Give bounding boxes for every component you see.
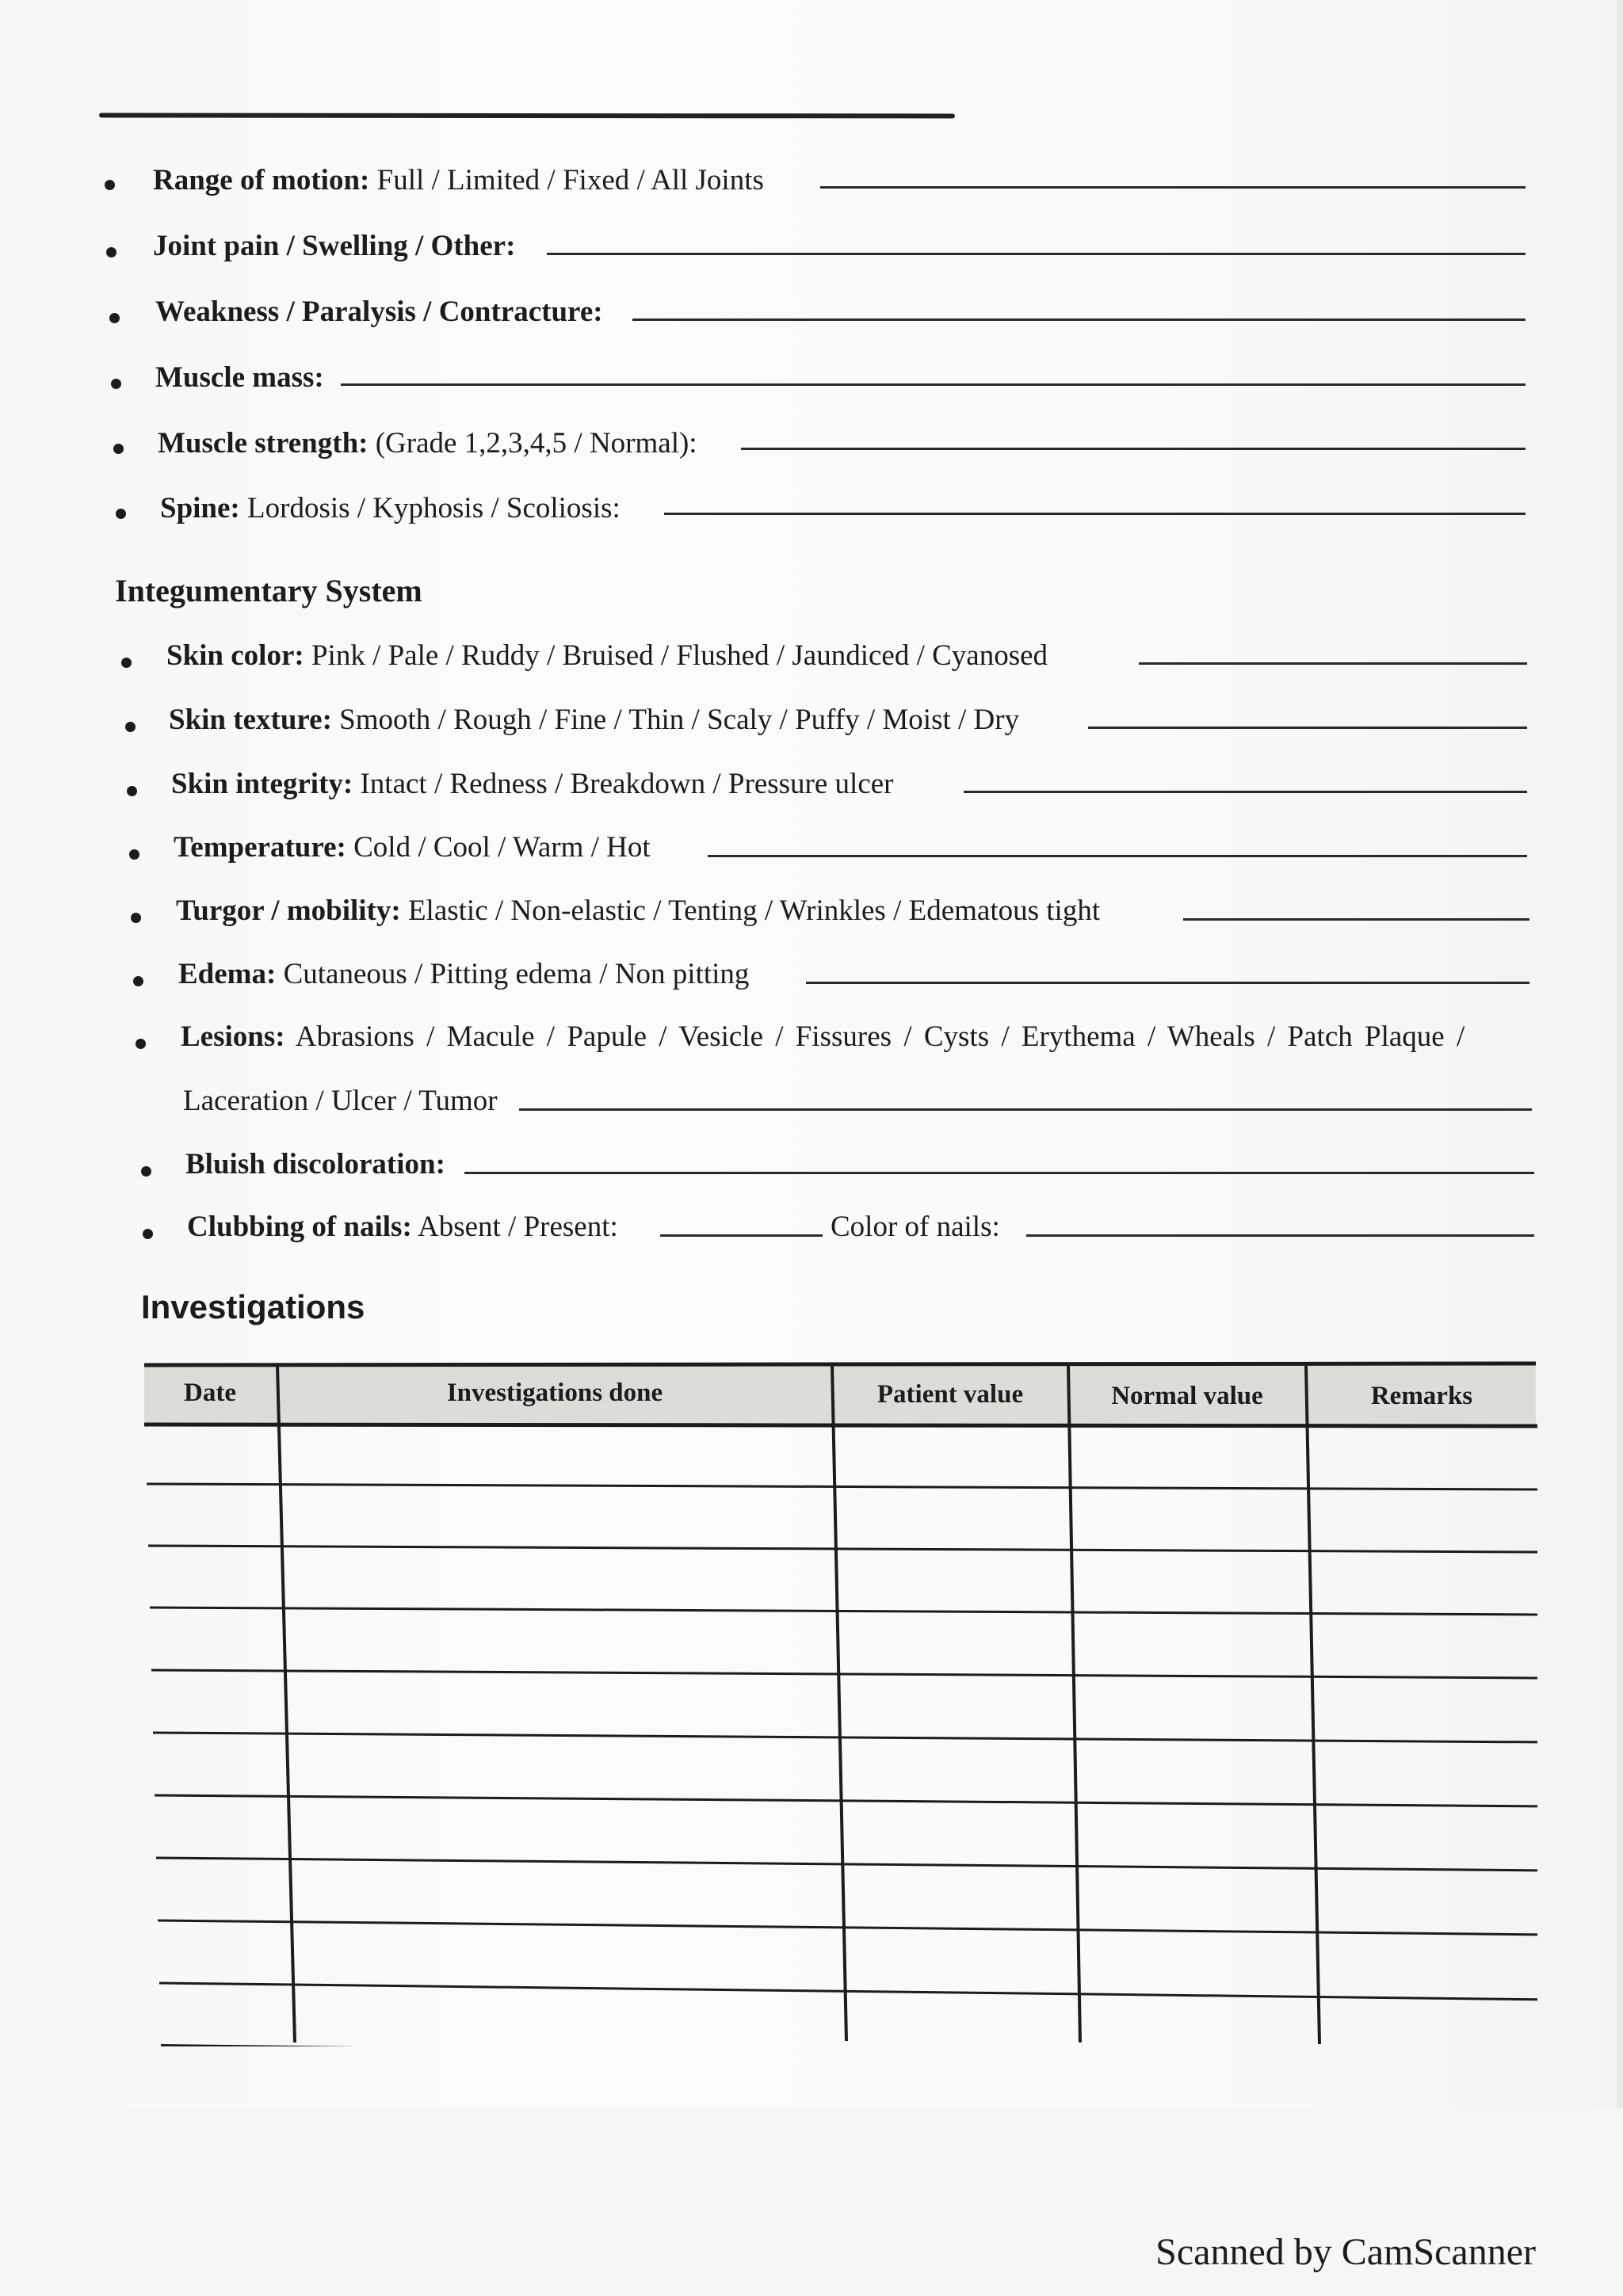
list-item <box>0 356 1623 403</box>
table-row <box>148 1546 1537 1552</box>
field-label: Skin integrity: Intact / Redness / Breakdown / Pressure ulcer <box>171 768 894 800</box>
section-heading-investigations: Investigations <box>141 1288 365 1325</box>
fill-line[interactable] <box>806 982 1529 984</box>
fill-line[interactable] <box>660 1234 823 1237</box>
bullet <box>106 247 116 257</box>
field-label: Edema: Cutaneous / Pitting edema / Non pitting <box>178 958 750 990</box>
bullet <box>143 1229 153 1239</box>
scanner-watermark: Scanned by CamScanner <box>1155 2231 1536 2273</box>
table-top-border <box>144 1363 1536 1365</box>
fill-line[interactable] <box>464 1172 1534 1174</box>
column-divider <box>1306 1365 1319 2044</box>
table-row <box>158 1920 1537 1935</box>
fill-line[interactable] <box>341 383 1526 386</box>
table-column-dividers <box>277 1365 1319 2044</box>
field-label: Lesions: Abrasions / Macule / Papule / Vesicle / Fissures / Cysts / Erythema / Wheals / Patch Plaque / <box>181 1020 1465 1053</box>
bullet <box>141 1166 151 1177</box>
column-header-patient-value: Patient value <box>876 1380 1024 1409</box>
bullet <box>109 313 120 323</box>
column-header-date: Date <box>184 1379 236 1407</box>
table-header-border <box>144 1425 1537 1426</box>
fill-line[interactable] <box>664 513 1526 515</box>
bullet <box>111 379 121 389</box>
field-label: Weakness / Paralysis / Contracture: <box>155 296 603 328</box>
table-row <box>159 1983 1537 2000</box>
list-item <box>0 891 1623 938</box>
investigations-table <box>143 1361 1537 2046</box>
field-label: Skin color: Pink / Pale / Ruddy / Bruised / Flushed / Jaundiced / Cyanosed <box>166 639 1048 672</box>
fill-line[interactable] <box>1139 662 1527 665</box>
column-header-normal-value: Normal value <box>1111 1382 1263 1410</box>
list-item <box>0 827 1623 875</box>
list-item <box>0 700 1623 747</box>
fill-line[interactable] <box>632 318 1526 321</box>
list-item <box>0 1144 1623 1192</box>
column-header-investigations-done: Investigations done <box>446 1379 663 1407</box>
table-row <box>156 1858 1537 1871</box>
bullet <box>131 913 141 923</box>
field-label: Muscle strength: (Grade 1,2,3,4,5 / Normal): <box>158 427 697 460</box>
list-item <box>0 290 1623 338</box>
table-row <box>147 1484 1537 1489</box>
table-row <box>155 1795 1537 1806</box>
fill-line[interactable] <box>547 253 1526 255</box>
table-grid <box>143 1361 1537 2046</box>
fill-line[interactable] <box>519 1108 1532 1111</box>
list-item <box>0 486 1623 534</box>
field-label-color-of-nails: Color of nails: <box>831 1211 1000 1243</box>
bullet <box>127 786 137 796</box>
list-item <box>0 635 1623 683</box>
fill-line[interactable] <box>964 791 1527 793</box>
field-label: Muscle mass: <box>155 361 324 394</box>
bullet <box>105 180 115 190</box>
fill-line[interactable] <box>708 855 1527 857</box>
field-label: Laceration / Ulcer / Tumor <box>183 1085 498 1117</box>
fill-line[interactable] <box>1183 918 1529 921</box>
field-label: Range of motion: Full / Limited / Fixed / All Joints <box>153 164 764 196</box>
bullet <box>121 658 132 668</box>
list-item <box>0 954 1623 1001</box>
list-item-continuation <box>0 1081 1623 1128</box>
list-item <box>0 764 1623 811</box>
list-item <box>0 224 1623 272</box>
section-heading-integumentary: Integumentary System <box>115 573 422 608</box>
list-item <box>0 1207 1623 1254</box>
field-label: Spine: Lordosis / Kyphosis / Scoliosis: <box>160 492 621 524</box>
bullet <box>136 1039 146 1049</box>
list-item <box>0 1016 1623 1064</box>
bullet <box>125 722 136 732</box>
bullet <box>116 509 126 519</box>
fill-line[interactable] <box>741 448 1526 450</box>
table-row <box>150 1608 1537 1615</box>
bullet <box>133 976 143 986</box>
field-label: Clubbing of nails: Absent / Present: <box>187 1211 618 1243</box>
field-label: Bluish discoloration: <box>185 1148 445 1180</box>
list-item <box>0 421 1623 469</box>
list-item <box>0 158 1623 206</box>
top-divider <box>99 113 955 119</box>
field-label: Turgor / mobility: Elastic / Non-elastic / Tenting / Wrinkles / Edematous tight <box>176 894 1101 927</box>
field-label: Joint pain / Swelling / Other: <box>153 230 516 262</box>
table-row <box>151 1670 1537 1678</box>
fill-line[interactable] <box>1026 1234 1534 1237</box>
column-divider <box>1068 1365 1080 2042</box>
column-header-remarks: Remarks <box>1370 1382 1473 1410</box>
table-row <box>153 1733 1537 1742</box>
fill-line[interactable] <box>820 186 1526 189</box>
column-divider <box>277 1365 295 2042</box>
bullet <box>113 444 124 454</box>
bullet <box>129 849 139 860</box>
field-label: Temperature: Cold / Cool / Warm / Hot <box>174 831 651 864</box>
column-divider <box>832 1365 846 2041</box>
fill-line[interactable] <box>1088 727 1527 729</box>
field-label: Skin texture: Smooth / Rough / Fine / Thin / Scaly / Puffy / Moist / Dry <box>169 704 1020 736</box>
